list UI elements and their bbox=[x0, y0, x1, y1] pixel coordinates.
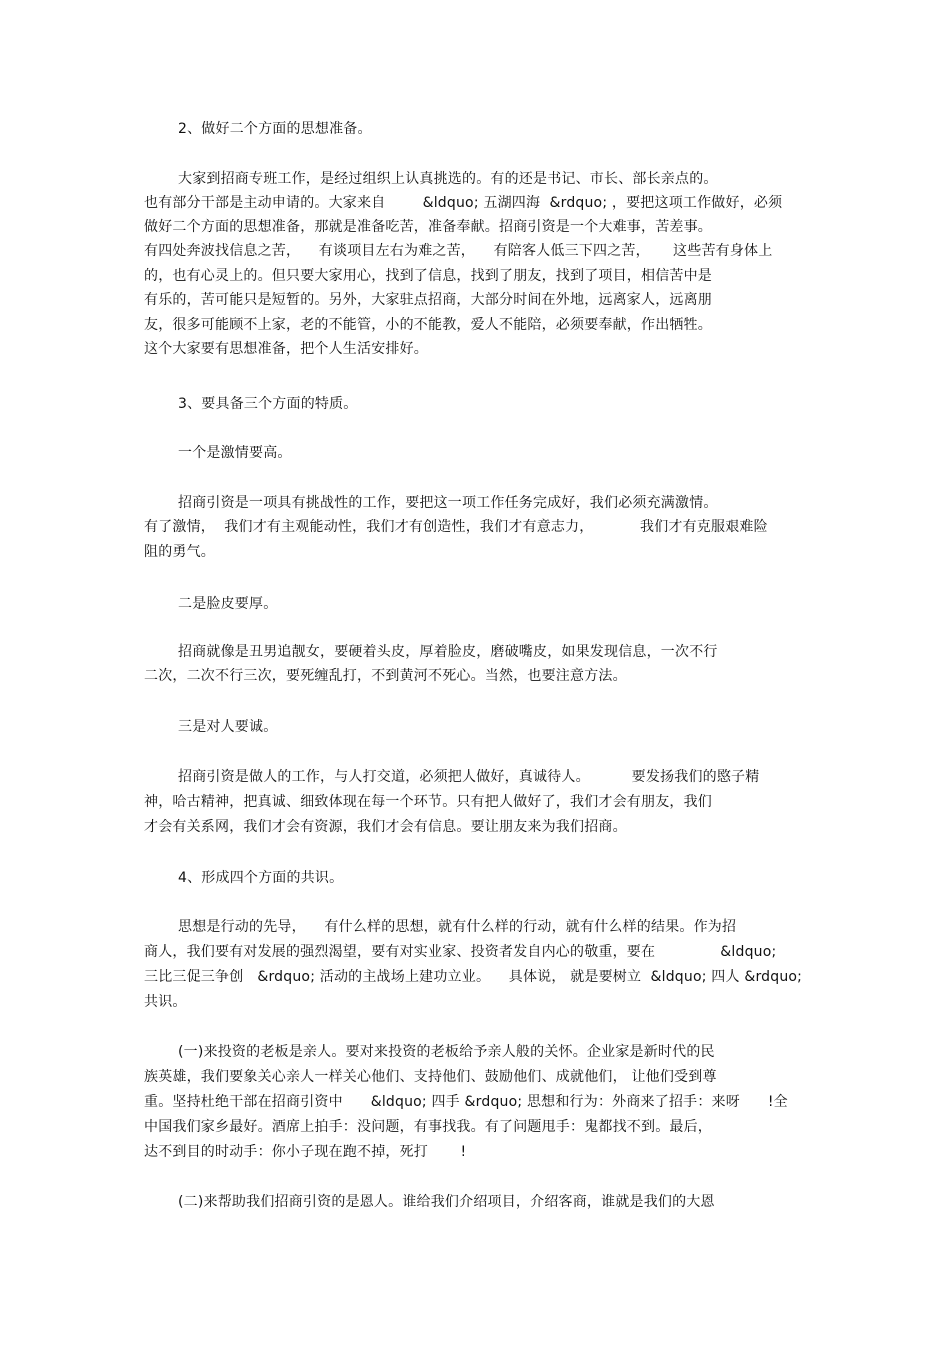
paragraph-line: 有乐的，苦可能只是短暂的。另外，大家驻点招商，大部分时间在外地，远离家人，远离朋 bbox=[144, 292, 712, 308]
paragraph-line: 三比三促三争创 &rdquo; 活动的主战场上建功立业。 具体说， 就是要树立 &ldquo; 四人 &rdquo; bbox=[144, 969, 803, 985]
paragraph-line: 商人，我们要有对发展的强烈渴望，要有对实业家、投资者发自内心的敬重，要在 &ldquo; bbox=[144, 944, 777, 960]
subsection-title: 三是对人要诚。 bbox=[178, 719, 278, 735]
list-item-line: (一)来投资的老板是亲人。要对来投资的老板给予亲人般的关怀。企业家是新时代的民 bbox=[178, 1044, 715, 1060]
subsection-title: 一个是激情要高。 bbox=[178, 445, 292, 461]
paragraph-line: 思想是行动的先导， 有什么样的思想，就有什么样的行动，就有什么样的结果。作为招 bbox=[178, 919, 737, 935]
paragraph-line: 阻的勇气。 bbox=[144, 544, 215, 560]
paragraph-line: 大家到招商专班工作，是经过组织上认真挑选的。有的还是书记、市长、部长亲点的。 bbox=[178, 171, 718, 187]
paragraph-line: 共识。 bbox=[144, 994, 187, 1010]
section-heading: 2、做好二个方面的思想准备。 bbox=[178, 121, 372, 137]
paragraph-line: 有了激情， 我们才有主观能动性，我们才有创造性，我们才有意志力， 我们才有克服艰难险 bbox=[144, 519, 768, 535]
subsection-title: 二是脸皮要厚。 bbox=[178, 596, 278, 612]
list-item-line: 中国我们家乡最好。酒席上拍手：没问题，有事找我。有了问题甩手：鬼都找不到。最后， bbox=[144, 1119, 712, 1135]
list-item-line: 重。坚持杜绝干部在招商引资中 &ldquo; 四手 &rdquo; 思想和行为：外商来了招手：来呀 !全 bbox=[144, 1094, 788, 1110]
paragraph-line: 二次，二次不行三次，要死缠乱打，不到黄河不死心。当然，也要注意方法。 bbox=[144, 668, 627, 684]
paragraph-line: 招商引资是一项具有挑战性的工作，要把这一项工作任务完成好，我们必须充满激情。 bbox=[178, 495, 718, 511]
paragraph-line: 友，很多可能顾不上家，老的不能管，小的不能教，爱人不能陪，必须要奉献，作出牺牲。 bbox=[144, 317, 712, 333]
paragraph-line: 神，哈古精神，把真诚、细致体现在每一个环节。只有把人做好了，我们才会有朋友，我们 bbox=[144, 794, 712, 810]
paragraph-line: 有四处奔波找信息之苦， 有谈项目左右为难之苦， 有陪客人低三下四之苦， 这些苦有身体上 bbox=[144, 243, 773, 259]
section-heading: 3、要具备三个方面的特质。 bbox=[178, 396, 358, 412]
section-heading: 4、形成四个方面的共识。 bbox=[178, 870, 344, 886]
paragraph-line: 才会有关系网，我们才会有资源，我们才会有信息。要让朋友来为我们招商。 bbox=[144, 819, 627, 835]
paragraph-line: 这个大家要有思想准备，把个人生活安排好。 bbox=[144, 341, 428, 357]
paragraph-line: 招商引资是做人的工作，与人打交道，必须把人做好，真诚待人。 要发扬我们的愍子精 bbox=[178, 769, 760, 785]
paragraph-line: 做好二个方面的思想准备，那就是准备吃苦，准备奉献。招商引资是一个大难事，苦差事。 bbox=[144, 219, 712, 235]
paragraph-line: 也有部分干部是主动申请的。大家来自 &ldquo; 五湖四海 &rdquo; ，要把这项工作做好，必须 bbox=[144, 195, 783, 211]
list-item-line: 达不到目的时动手：你小子现在跑不掉，死打 ! bbox=[144, 1144, 467, 1160]
paragraph-line: 的，也有心灵上的。但只要大家用心，找到了信息，找到了朋友，找到了项目，相信苦中是 bbox=[144, 268, 712, 284]
paragraph-line: 招商就像是丑男追靓女，要硬着头皮，厚着脸皮，磨破嘴皮，如果发现信息，一次不行 bbox=[178, 644, 718, 660]
list-item-line: 族英雄，我们要象关心亲人一样关心他们、支持他们、鼓励他们、成就他们， 让他们受到尊 bbox=[144, 1069, 717, 1085]
list-item-line: (二)来帮助我们招商引资的是恩人。谁给我们介绍项目，介绍客商，谁就是我们的大恩 bbox=[178, 1194, 715, 1210]
